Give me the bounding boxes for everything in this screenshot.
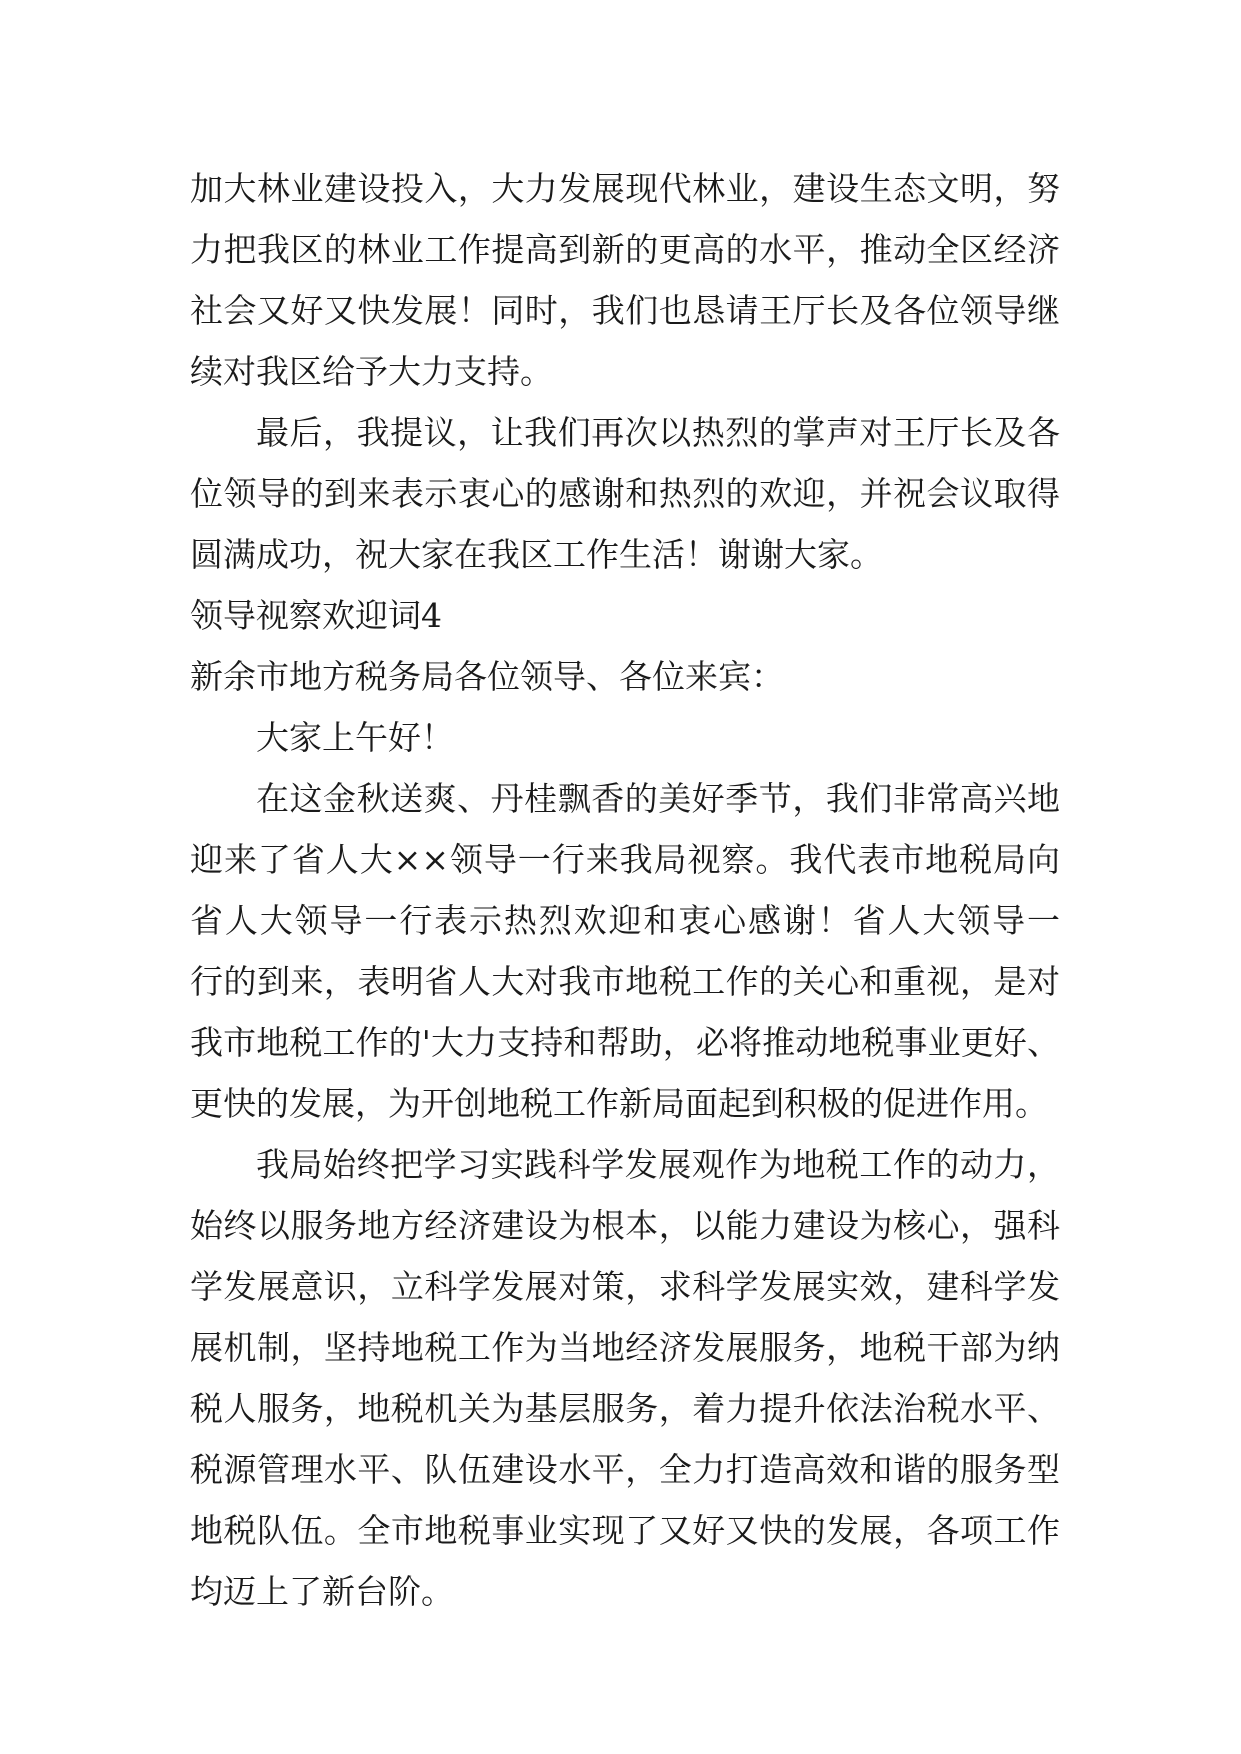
document-body <box>190 158 1060 1622</box>
greeting <box>190 707 1060 768</box>
text-line: 更快的发展，为开创地税工作新局面起到积极的促进作用。 <box>190 1084 1048 1123</box>
text-line: 始终以服务地方经济建设为根本，以能力建设为核心，强科 <box>190 1206 1060 1245</box>
text-line: 税人服务，地税机关为基层服务，着力提升依法治税水平、 <box>190 1389 1060 1428</box>
text-line: 在这金秋送爽、丹桂飘香的美好季节，我们非常高兴地 <box>256 779 1060 818</box>
paragraph-closing <box>190 402 1060 585</box>
paragraph-welcome <box>190 768 1060 1134</box>
paragraph-achievements <box>190 1134 1060 1622</box>
text-line: 续对我区给予大力支持。 <box>190 352 553 391</box>
greeting-line: 大家上午好！ <box>256 718 454 757</box>
text-line: 税源管理水平、队伍建设水平，全力打造高效和谐的服务型 <box>190 1450 1060 1489</box>
text-line: 学发展意识，立科学发展对策，求科学发展实效，建科学发 <box>190 1267 1060 1306</box>
text-line: 地税队伍。全市地税事业实现了又好又快的发展，各项工作 <box>190 1511 1060 1550</box>
text-line: 圆满成功，祝大家在我区工作生活！谢谢大家。 <box>190 535 883 574</box>
section-title: 领导视察欢迎词4 <box>190 596 442 635</box>
text-line: 社会又好又快发展！同时，我们也恳请王厅长及各位领导继 <box>190 291 1060 330</box>
text-line: 迎来了省人大××领导一行来我局视察。我代表市地税局向 <box>190 840 1060 879</box>
text-line: 我局始终把学习实践科学发展观作为地税工作的动力， <box>256 1145 1060 1184</box>
text-line: 最后，我提议，让我们再次以热烈的掌声对王厅长及各 <box>256 413 1060 452</box>
text-line: 展机制，坚持地税工作为当地经济发展服务，地税干部为纳 <box>190 1328 1060 1367</box>
text-line: 省人大领导一行表示热烈欢迎和衷心感谢！省人大领导一 <box>190 901 1060 940</box>
salutation-line: 新余市地方税务局各位领导、各位来宾： <box>190 657 784 696</box>
text-line: 行的到来，表明省人大对我市地税工作的关心和重视，是对 <box>190 962 1060 1001</box>
text-line: 我市地税工作的'大力支持和帮助，必将推动地税事业更好、 <box>190 1023 1060 1062</box>
section-heading <box>190 585 1060 646</box>
text-line: 力把我区的林业工作提高到新的更高的水平，推动全区经济 <box>190 230 1060 269</box>
text-line: 均迈上了新台阶。 <box>190 1572 454 1611</box>
paragraph-continuation <box>190 158 1060 402</box>
text-line: 位领导的到来表示衷心的感谢和热烈的欢迎，并祝会议取得 <box>190 474 1060 513</box>
text-line: 加大林业建设投入，大力发展现代林业，建设生态文明，努 <box>190 169 1060 208</box>
salutation <box>190 646 1060 707</box>
